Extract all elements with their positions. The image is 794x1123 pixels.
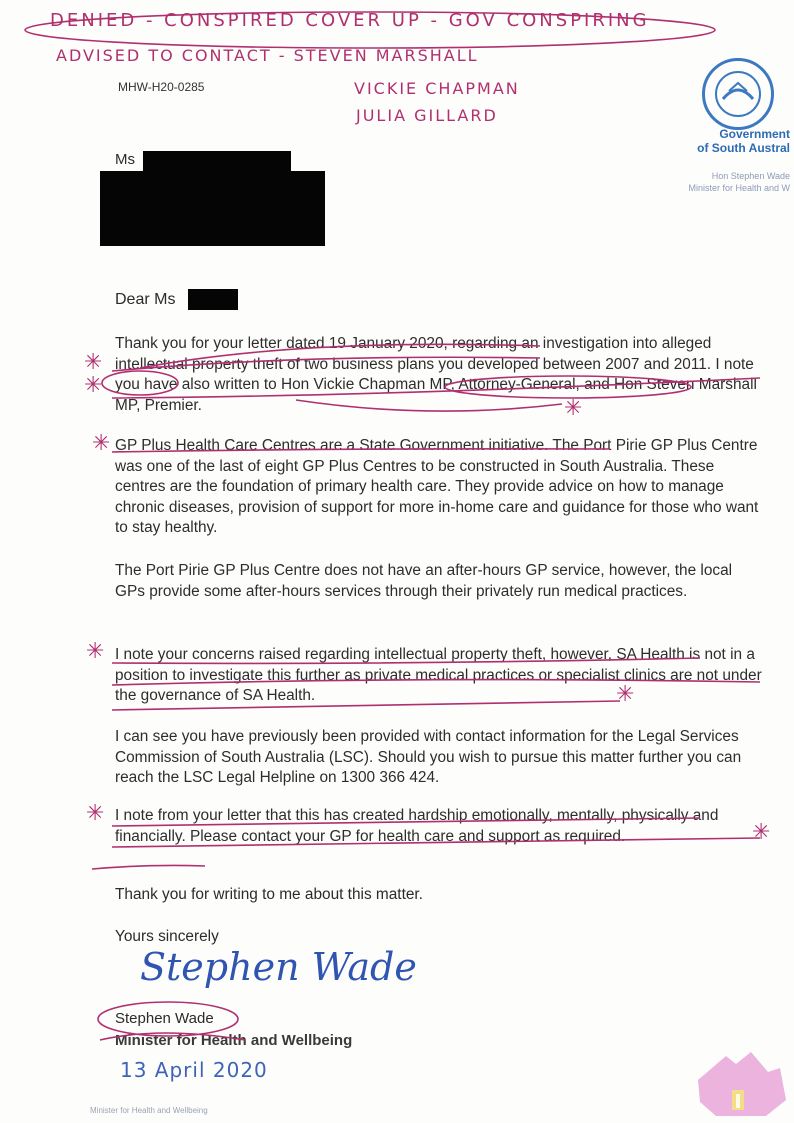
handwritten-note-advised: ADVISED TO CONTACT - STEVEN MARSHALL — [56, 46, 479, 65]
signatory-name: Stephen Wade — [115, 1010, 214, 1027]
greeting: Dear Ms — [115, 291, 176, 308]
government-line-1: Government — [719, 127, 790, 141]
stamp-logo — [696, 1050, 788, 1123]
reference-number: MHW-H20-0285 — [118, 80, 205, 94]
handwritten-date: 13 April 2020 — [120, 1058, 268, 1082]
redacted-name — [143, 151, 291, 171]
paragraph-2 — [115, 436, 765, 539]
star-annotation-icon: ✳ — [564, 395, 583, 420]
star-annotation-icon: ✳ — [616, 681, 635, 706]
government-line-2: of South Austral — [697, 141, 790, 155]
signatory-title: Minister for Health and Wellbeing — [115, 1032, 353, 1049]
footer-text: Minister for Health and Wellbeing — [90, 1106, 208, 1115]
paragraph-3-text: The Port Pirie GP Plus Centre does not have an after-hours GP service, however, the local GPs provide some after-hours services through their privately run medical practices. — [115, 562, 733, 600]
paragraph-4 — [115, 645, 765, 707]
minister-name-letterhead: Hon Stephen Wade — [711, 171, 790, 181]
paragraph-5 — [115, 727, 765, 789]
closing-line: Yours sincerely — [115, 928, 219, 945]
paragraph-1-text: Thank you for your letter dated 19 January 2020, regarding an investigation into alleged intellectual property theft of two business plans you developed between 2007 and 2011. I note you have also written to Hon Vickie Chapman MP, Attorney-General, and Hon Steven Marshall MP, Premier. — [115, 335, 757, 414]
minister-letterhead — [620, 170, 790, 194]
handwritten-name-chapman: VICKIE CHAPMAN — [354, 79, 520, 98]
government-name — [640, 127, 790, 155]
handwritten-note-denied: DENIED - CONSPIRED COVER UP - GOV CONSPIRING — [50, 10, 650, 31]
star-annotation-icon: ✳ — [84, 372, 103, 397]
paragraph-1 — [115, 334, 765, 420]
handwritten-name-gillard: JULIA GILLARD — [356, 106, 498, 125]
paragraph-5-text: I can see you have previously been provided with contact information for the Legal Services Commission of South Australia (LSC). Should you wish to pursue this matter further you can reach the LSC Legal Helpline on 1300 366 424. — [115, 728, 742, 786]
signature: Stephen Wade — [140, 945, 417, 989]
paragraph-6-text: I note from your letter that this has created hardship emotionally, mentally, physically and financially. Please contact your GP for health care and support as required. — [115, 807, 719, 845]
paragraph-4-text: I note your concerns raised regarding intellectual property theft, however, SA Health is not in a position to investigate this further as private medical practices or specialist clinics are not under the governance of SA Health. — [115, 646, 762, 704]
star-annotation-icon: ✳ — [84, 349, 103, 374]
government-crest-logo — [702, 58, 774, 130]
star-annotation-icon: ✳ — [86, 638, 105, 663]
redacted-greeting-name — [188, 289, 238, 310]
minister-title-letterhead: Minister for Health and W — [688, 183, 790, 193]
paragraph-2-text: GP Plus Health Care Centres are a State Government initiative. The Port Pirie GP Plus Centre was one of the last of eight GP Plus Centres to be constructed in South Australia. These centres are the foundation of primary health care. They provide advice on how to manage chronic diseases, provision of support for more in-home care and guidance for those who want to stay healthy. — [115, 437, 759, 536]
star-annotation-icon: ✳ — [86, 800, 105, 825]
star-annotation-icon: ✳ — [92, 430, 111, 455]
paragraph-3 — [115, 561, 765, 602]
thanks-line: Thank you for writing to me about this matter. — [115, 886, 423, 903]
redacted-address-block — [100, 171, 325, 246]
paragraph-6 — [115, 806, 765, 847]
addressee-prefix: Ms — [115, 151, 135, 168]
star-annotation-icon: ✳ — [752, 819, 771, 844]
